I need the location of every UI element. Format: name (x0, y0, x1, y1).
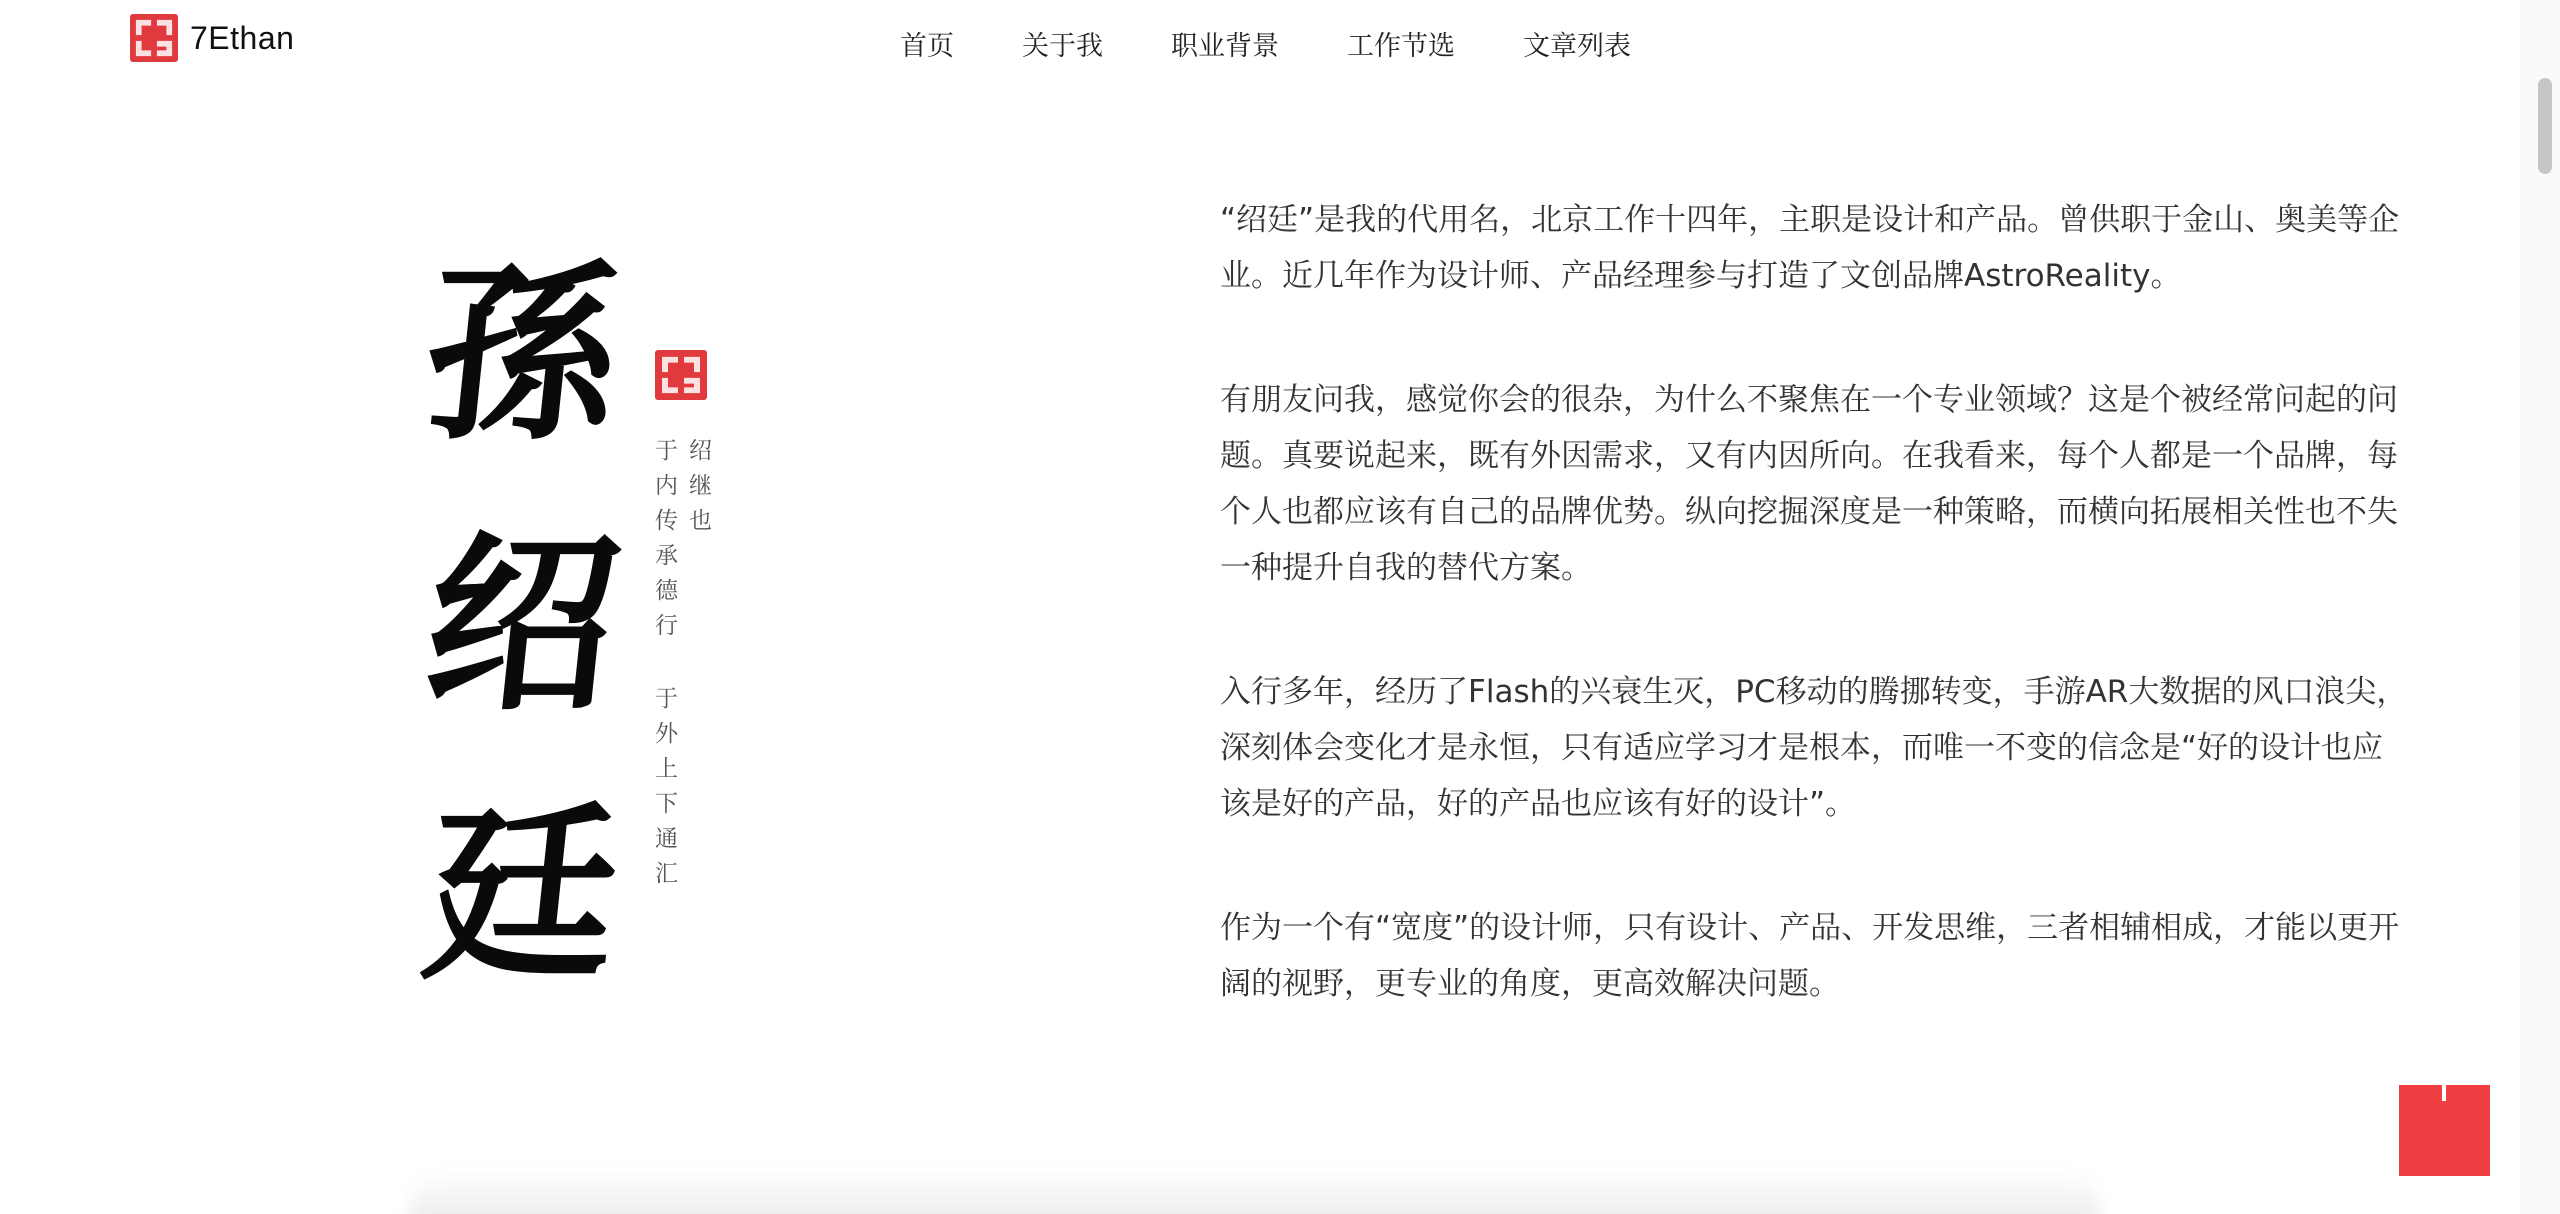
vertical-motto-left-bottom: 于外上下通汇 (651, 686, 677, 896)
about-paragraph: 有朋友问我，感觉你会的很杂，为什么不聚焦在一个专业领域？这是个被经常问起的问题。真要说起来，既有外因需求，又有内因所向。在我看来，每个人都是一个品牌，每个人也都应该有自己的品牌优势。纵向挖掘深度是一种策略，而横向拓展相关性也不失一种提升自我的替代方案。 (1220, 382, 2398, 586)
nav-item-home[interactable]: 首页 (900, 31, 954, 62)
about-paragraph: “绍廷”是我的代用名，北京工作十四年，主职是设计和产品。曾供职于金山、奥美等企业。近几年作为设计师、产品经理参与打造了文创品牌AstroReality。 (1220, 202, 2400, 294)
vertical-motto-left-top: 于内传承德行 (651, 438, 677, 648)
back-to-top-button[interactable] (2399, 1085, 2490, 1176)
nav-item-about[interactable]: 关于我 (1022, 31, 1103, 62)
nav-item-career[interactable]: 职业背景 (1171, 31, 1279, 62)
section-shadow (410, 1170, 2100, 1214)
seal-stamp-icon (655, 350, 707, 400)
site-header (0, 0, 2520, 100)
nav-item-works[interactable]: 工作节选 (1347, 31, 1455, 62)
calligraphy-char: 廷 (415, 783, 625, 1006)
calligraphy-char: 孫 (415, 243, 625, 466)
brand-name: 7Ethan (190, 19, 295, 56)
calligraphy-char: 绍 (415, 513, 625, 736)
about-paragraph: 作为一个有“宽度”的设计师，只有设计、产品、开发思维，三者相辅相成，才能以更开阔的视野，更专业的角度，更高效解决问题。 (1220, 910, 2400, 1002)
calligraphy-name (400, 243, 660, 1006)
brand-link[interactable] (130, 14, 294, 62)
about-paragraph: 入行多年，经历了Flash的兴衰生灭，PC移动的腾挪转变，手游AR大数据的风口浪尖，深刻体会变化才是永恒，只有适应学习才是根本，而唯一不变的信念是“好的设计也应该是好的产品，好的产品也应该有好的设计”。 (1220, 674, 2408, 822)
seal-logo-icon (130, 14, 178, 62)
scrollbar-thumb[interactable] (2538, 78, 2552, 174)
arrow-up-icon (2442, 1085, 2446, 1101)
about-content (1220, 192, 2410, 1080)
vertical-motto-right: 绍继也 (685, 438, 711, 543)
main-nav (900, 26, 1665, 68)
nav-item-articles[interactable]: 文章列表 (1523, 31, 1631, 62)
scrollbar[interactable] (2520, 0, 2560, 1214)
